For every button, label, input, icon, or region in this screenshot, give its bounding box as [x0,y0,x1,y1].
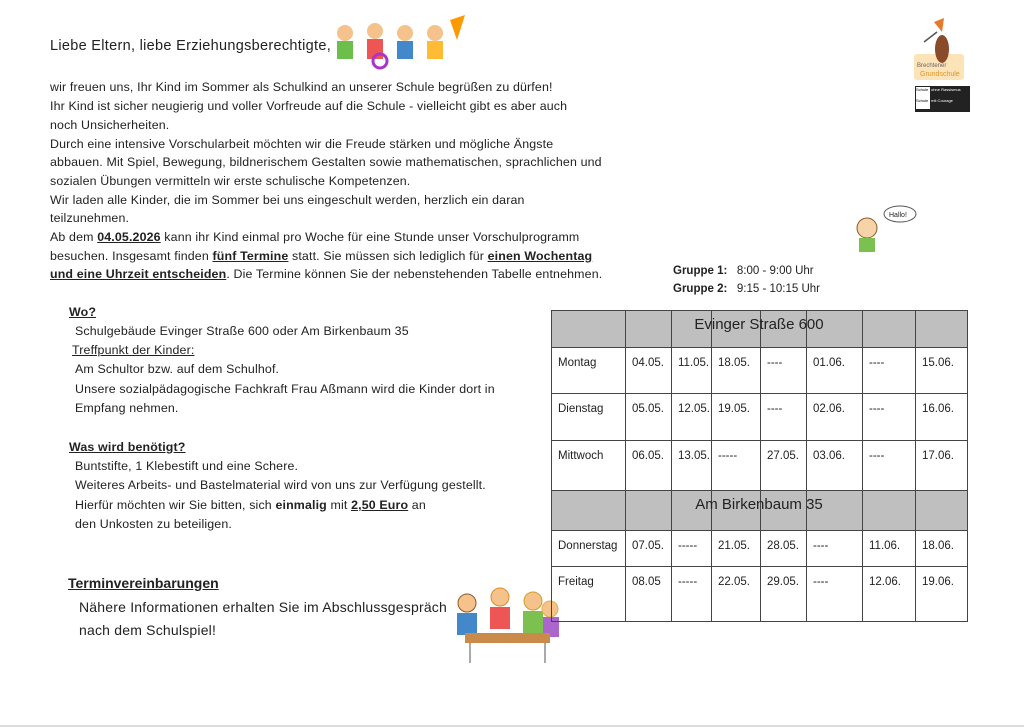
girl-hallo-clipart [845,200,920,255]
date-cell: 16.06. [915,393,968,441]
date-cell: 02.06. [806,393,863,441]
location-header: Evinger Straße 600 [694,316,824,333]
date-cell: ---- [760,393,807,441]
needed-heading: Was wird benötigt? [69,440,186,454]
date-cell: 12.06. [862,566,916,622]
date-cell: 15.06. [915,347,968,394]
date-cell: 18.06. [915,530,968,567]
svg-text:Grundschule: Grundschule [920,71,960,78]
day-cell: Montag [551,347,626,394]
day-cell: Freitag [551,566,626,622]
appointments-heading: Terminvereinbarungen [68,575,219,591]
date-cell: ---- [760,347,807,394]
intro-line: noch Unsicherheiten. [50,118,170,132]
start-date: 04.05.2026 [97,230,161,244]
intro-line: abbauen. Mit Spiel, Bewegung, bildnerischem Gestalten sowie mathematischen, sprachlichen und [50,155,602,169]
date-cell: 21.05. [711,530,761,567]
date-cell: 11.06. [862,530,916,567]
needed-line: den Unkosten zu beteiligen. [75,517,232,531]
intro-line: Ab dem 04.05.2026 kann ihr Kind einmal pro Woche für eine Stunde unser Vorschulprogramm [50,230,580,244]
date-cell: 07.05. [625,530,672,567]
date-cell: ----- [671,566,712,622]
date-cell: 17.06. [915,440,968,491]
date-cell: ----- [671,530,712,567]
date-cell: 29.05. [760,566,807,622]
where-line: Unsere sozialpädagogische Fachkraft Frau Aßmann wird die Kinder dort in [75,382,495,396]
location-header: Am Birkenbaum 35 [695,496,823,513]
date-cell: 03.06. [806,440,863,491]
date-cell: 08.05 [625,566,672,622]
group-times [673,262,820,298]
fee: 2,50 Euro [351,498,409,512]
where-line: Schulgebäude Evinger Straße 600 oder Am Birkenbaum 35 [75,324,409,338]
date-cell: ---- [862,440,916,491]
day-cell: Donnerstag [551,530,626,567]
where-line: Empfang nehmen. [75,401,179,415]
where-heading: Wo? [69,305,97,319]
needed-line: Buntstifte, 1 Klebestift und eine Schere. [75,459,299,473]
date-cell: 19.05. [711,393,761,441]
children-table-clipart [445,585,565,665]
svg-text:Hallo!: Hallo! [889,212,907,219]
day-cell: Mittwoch [551,440,626,491]
date-cell: 11.05. [671,347,712,394]
date-cell: 05.05. [625,393,672,441]
date-cell: 22.05. [711,566,761,622]
date-cell: 27.05. [760,440,807,491]
hoopoe-logo-icon [912,14,972,84]
svg-text:Brechtener: Brechtener [917,63,947,69]
group-1: Gruppe 1: 8:00 - 9:00 Uhr [673,265,814,277]
intro-line: Ihr Kind ist sicher neugierig und voller Vorfreude auf die Schule - vielleicht gibt es aber auch [50,99,568,113]
date-cell: ---- [862,347,916,394]
intro-line: besuchen. Insgesamt finden fünf Termine statt. Sie müssen sich lediglich für einen Wochentag [50,249,593,263]
children-clipart [325,15,470,70]
appointments-line: nach dem Schulspiel! [79,622,217,638]
date-cell: 01.06. [806,347,863,394]
date-cell: ---- [862,393,916,441]
group-2: Gruppe 2: 9:15 - 10:15 Uhr [673,283,821,295]
intro-line: sozialen Übungen vermitteln wir erste schulische Kompetenzen. [50,174,411,188]
needed-line: Hierfür möchten wir Sie bitten, sich einmalig mit 2,50 Euro an [75,498,426,512]
school-logo [912,14,972,114]
greeting: Liebe Eltern, liebe Erziehungsberechtigte, [50,38,332,54]
meeting-point-heading: Treffpunkt der Kinder: [72,343,195,357]
day-cell: Dienstag [551,393,626,441]
intro-line: wir freuen uns, Ihr Kind im Sommer als Schulkind an unserer Schule begrüßen zu dürfen! [50,80,553,94]
date-cell: 13.05. [671,440,712,491]
intro-line: Durch eine intensive Vorschularbeit möchten wir die Freude stärken und mögliche Ängste [50,137,554,151]
date-cell: 19.06. [915,566,968,622]
date-cell: 04.05. [625,347,672,394]
date-cell: 18.05. [711,347,761,394]
date-cell: ---- [806,530,863,567]
date-cell: 12.05. [671,393,712,441]
intro-line: teilzunehmen. [50,211,130,225]
intro-line: und eine Uhrzeit entscheiden. Die Termine können Sie der nebenstehenden Tabelle entnehmen. [50,267,603,281]
date-cell: 28.05. [760,530,807,567]
appointments-line: Nähere Informationen erhalten Sie im Abschlussgespräch [79,599,447,615]
where-line: Am Schultor bzw. auf dem Schulhof. [75,362,280,376]
needed-line: Weiteres Arbeits- und Bastelmaterial wird von uns zur Verfügung gestellt. [75,478,486,492]
date-cell: ---- [806,566,863,622]
intro-line: Wir laden alle Kinder, die im Sommer bei uns eingeschult werden, herzlich ein daran [50,193,525,207]
courage-badge: Schule ohne Rassismus Schule mit Courage [915,86,970,112]
date-cell: ----- [711,440,761,491]
date-cell: 06.05. [625,440,672,491]
